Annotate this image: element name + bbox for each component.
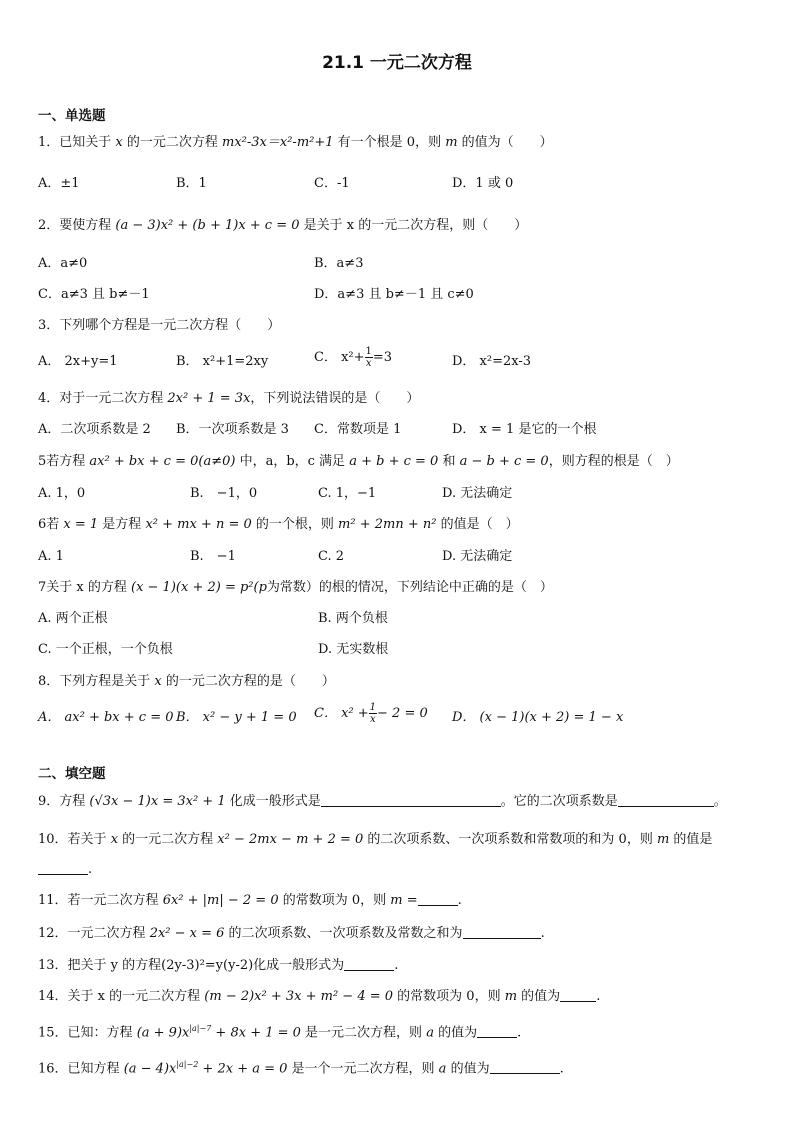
question-3: 3．下列哪个方程是一元二次方程（ ） xyxy=(38,318,281,333)
question-14: 14．关于 x 的一元二次方程 (m − 2)x² + 3x + m² − 4 = 0 的常数项为 0，则 m 的值为 . xyxy=(38,989,601,1004)
answer-blank[interactable] xyxy=(560,987,596,1002)
fraction: $\frac{1}{x}$ xyxy=(365,346,372,369)
q8-option-a[interactable]: A． ax² + bx + c = 0 xyxy=(38,710,174,725)
q7-option-a[interactable]: A. 两个正根 xyxy=(38,611,108,626)
q4-option-d[interactable]: D． x = 1 是它的一个根 xyxy=(452,422,597,437)
question-5: 5若方程 ax² + bx + c = 0(a≠0) 中，a，b，c 满足 a + b + c = 0 和 a − b + c = 0，则方程的根是（ ） xyxy=(38,454,679,469)
q4-option-a[interactable]: A．二次项系数是 2 xyxy=(38,422,151,437)
page-title: 21.1 一元二次方程 xyxy=(322,53,472,73)
q3-option-c[interactable]: C． x²+ $\frac{1}{x}$ =3 xyxy=(314,346,393,369)
section-single-choice: 一、单选题 xyxy=(38,108,106,124)
q2-option-c[interactable]: C．a≠3 且 b≠－1 xyxy=(38,287,150,302)
answer-blank[interactable] xyxy=(344,956,394,971)
q2-option-b[interactable]: B．a≠3 xyxy=(314,256,364,271)
section-fill-blank: 二、填空题 xyxy=(38,766,106,782)
q5-option-a[interactable]: A. 1，0 xyxy=(38,486,86,501)
question-13: 13．把关于 y 的方程(2y-3)²=y(y-2)化成一般形式为 . xyxy=(38,958,399,973)
q8-option-d[interactable]: D． (x − 1)(x + 2) = 1 − x xyxy=(452,710,624,725)
question-12: 12．一元二次方程 2x² − x = 6 的二次项系数、一次项系数及常数之和为 . xyxy=(38,926,545,941)
question-10-continued: . xyxy=(38,860,92,880)
q5-option-b[interactable]: B. −1，0 xyxy=(190,486,258,501)
q1-option-c[interactable]: C．-1 xyxy=(314,176,350,191)
q8-option-b[interactable]: B． x² − y + 1 = 0 xyxy=(176,710,297,725)
q1-option-a[interactable]: A．±1 xyxy=(38,176,80,191)
q4-option-c[interactable]: C．常数项是 1 xyxy=(314,422,402,437)
q6-option-d[interactable]: D. 无法确定 xyxy=(442,549,513,564)
answer-blank[interactable] xyxy=(321,792,501,807)
q5-option-c[interactable]: C. 1，−1 xyxy=(318,486,377,501)
q6-option-c[interactable]: C. 2 xyxy=(318,549,345,564)
question-10: 10．若关于 x 的一元二次方程 x² − 2mx − m + 2 = 0 的二次项系数、一次项系数和常数项的和为 0，则 m 的值是 xyxy=(38,832,713,847)
q2-option-a[interactable]: A．a≠0 xyxy=(38,256,88,271)
q7-option-d[interactable]: D. 无实数根 xyxy=(318,642,389,657)
answer-blank[interactable] xyxy=(490,1059,560,1074)
question-6: 6若 x = 1 是方程 x² + mx + n = 0 的一个根，则 m² + 2mn + n² 的值是（ ） xyxy=(38,517,519,532)
q1-option-b[interactable]: B．1 xyxy=(176,176,207,191)
question-2: 2．要使方程 (a − 3)x² + (b + 1)x + c = 0 是关于 x 的一元二次方程，则（ ） xyxy=(38,218,528,233)
answer-blank[interactable] xyxy=(618,792,714,807)
fraction: $\frac{1}{x}$ xyxy=(369,702,377,725)
q6-option-b[interactable]: B. −1 xyxy=(190,549,236,564)
q7-option-c[interactable]: C. 一个正根，一个负根 xyxy=(38,642,173,657)
question-11: 11．若一元二次方程 6x² + |m| − 2 = 0 的常数项为 0，则 m = . xyxy=(38,893,462,908)
question-9: 9．方程 (√3x − 1)x = 3x² + 1 化成一般形式是 。它的二次项系数是 。 xyxy=(38,794,727,809)
answer-blank[interactable] xyxy=(418,891,458,906)
q2-option-d[interactable]: D．a≠3 且 b≠－1 且 c≠0 xyxy=(314,287,474,302)
question-15: 15．已知：方程 $(a + 9)x^{|a|-7} + 8x + 1 = 0$ 是一元二次方程，则 a 的值为 . xyxy=(38,1024,522,1041)
question-4: 4．对于一元二次方程 2x² + 1 = 3x，下列说法错误的是（ ） xyxy=(38,391,420,406)
q5-option-d[interactable]: D. 无法确定 xyxy=(442,486,513,501)
question-16: 16．已知方程 $(a - 4)x^{|a|-2} + 2x + a = 0$ 是一个一元二次方程，则 a 的值为 . xyxy=(38,1060,564,1077)
q3-option-d[interactable]: D． x²=2x-3 xyxy=(452,354,532,369)
q7-option-b[interactable]: B. 两个负根 xyxy=(318,611,388,626)
question-1: 1．已知关于 x 的一元二次方程 mx²-3x＝x²-m²+1 有一个根是 0，则 m 的值为（ ） xyxy=(38,135,553,150)
q3-option-a[interactable]: A． 2x+y=1 xyxy=(38,354,118,369)
q1-option-d[interactable]: D．1 或 0 xyxy=(452,176,514,191)
question-7: 7关于 x 的方程 (x − 1)(x + 2) = p²(p为常数）的根的情况，下列结论中正确的是（ ） xyxy=(38,580,553,595)
q3-option-b[interactable]: B． x²+1=2xy xyxy=(176,354,269,369)
q8-option-c[interactable]: C． x² + $\frac{1}{x}$ − 2 = 0 xyxy=(314,702,428,725)
answer-blank[interactable] xyxy=(477,1023,517,1038)
question-8: 8．下列方程是关于 x 的一元二次方程的是（ ） xyxy=(38,674,335,689)
answer-blank[interactable] xyxy=(38,860,88,875)
q6-option-a[interactable]: A. 1 xyxy=(38,549,64,564)
answer-blank[interactable] xyxy=(463,924,541,939)
q4-option-b[interactable]: B．一次项系数是 3 xyxy=(176,422,289,437)
